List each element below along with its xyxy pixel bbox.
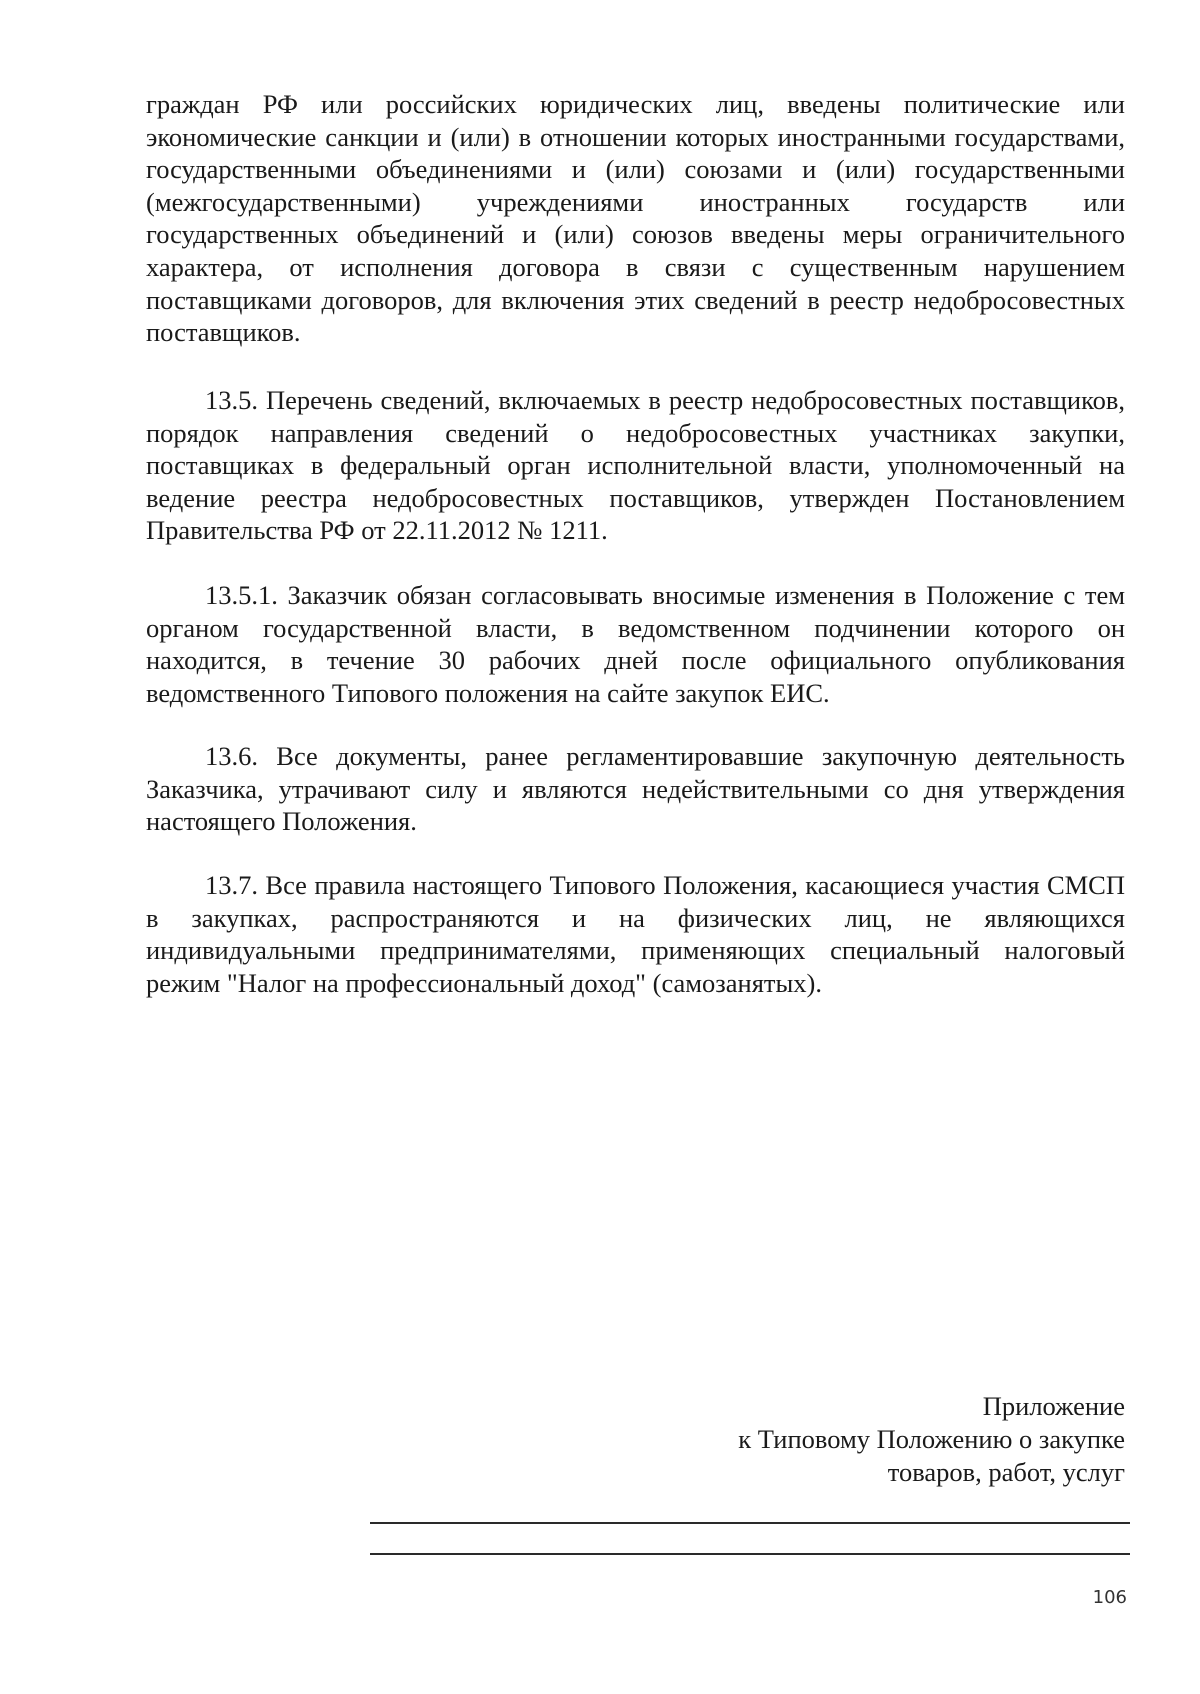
appendix-subtitle: к Типовому Положению о закупке [738, 1424, 1125, 1454]
page-number: 106 [1092, 1587, 1127, 1608]
paragraph-continued: граждан РФ или российских юридических лиц, введены политические или экономические санкции и (или) в отношении которых иностранными государствами, государственными объединениями и (или) союзами и (или) государственными (межгосударственными) учреждениями иностранных государств или государственных объединений и (или) союзов введены меры ограничительного характера, от исполнения договора в связи с существенным нарушением поставщиками договоров, для включения этих сведений в реестр недобросовестных поставщиков. [146, 89, 1125, 348]
appendix-heading [738, 1390, 1125, 1489]
blank-line-1 [370, 1522, 1130, 1524]
paragraph-13-5-1: 13.5.1. Заказчик обязан согласовывать вносимые изменения в Положение с тем органом государственной власти, в ведомственном подчинении которого он находится, в течение 30 рабочих дней после официального опубликования ведомственного Типового положения на сайте закупок ЕИС. [146, 580, 1125, 708]
appendix-subtitle-continued: товаров, работ, услуг [887, 1457, 1125, 1487]
paragraph-13-5: 13.5. Перечень сведений, включаемых в реестр недобросовестных поставщиков, порядок направления сведений о недобросовестных участниках закупки, поставщиках в федеральный орган исполнительной власти, уполномоченный на ведение реестра недобросовестных поставщиков, утвержден Постановлением Правительства РФ от 22.11.2012 № 1211. [146, 385, 1125, 546]
appendix-title: Приложение [982, 1391, 1125, 1421]
paragraph-13-6: 13.6. Все документы, ранее регламентировавшие закупочную деятельность Заказчика, утрачивают силу и являются недействительными со дня утверждения настоящего Положения. [146, 741, 1125, 837]
paragraph-13-7: 13.7. Все правила настоящего Типового Положения, касающиеся участия СМСП в закупках, распространяются и на физических лиц, не являющихся индивидуальными предпринимателями, применяющих специальный налоговый режим "Налог на профессиональный доход" (самозанятых). [146, 870, 1125, 998]
blank-line-2 [370, 1553, 1130, 1555]
